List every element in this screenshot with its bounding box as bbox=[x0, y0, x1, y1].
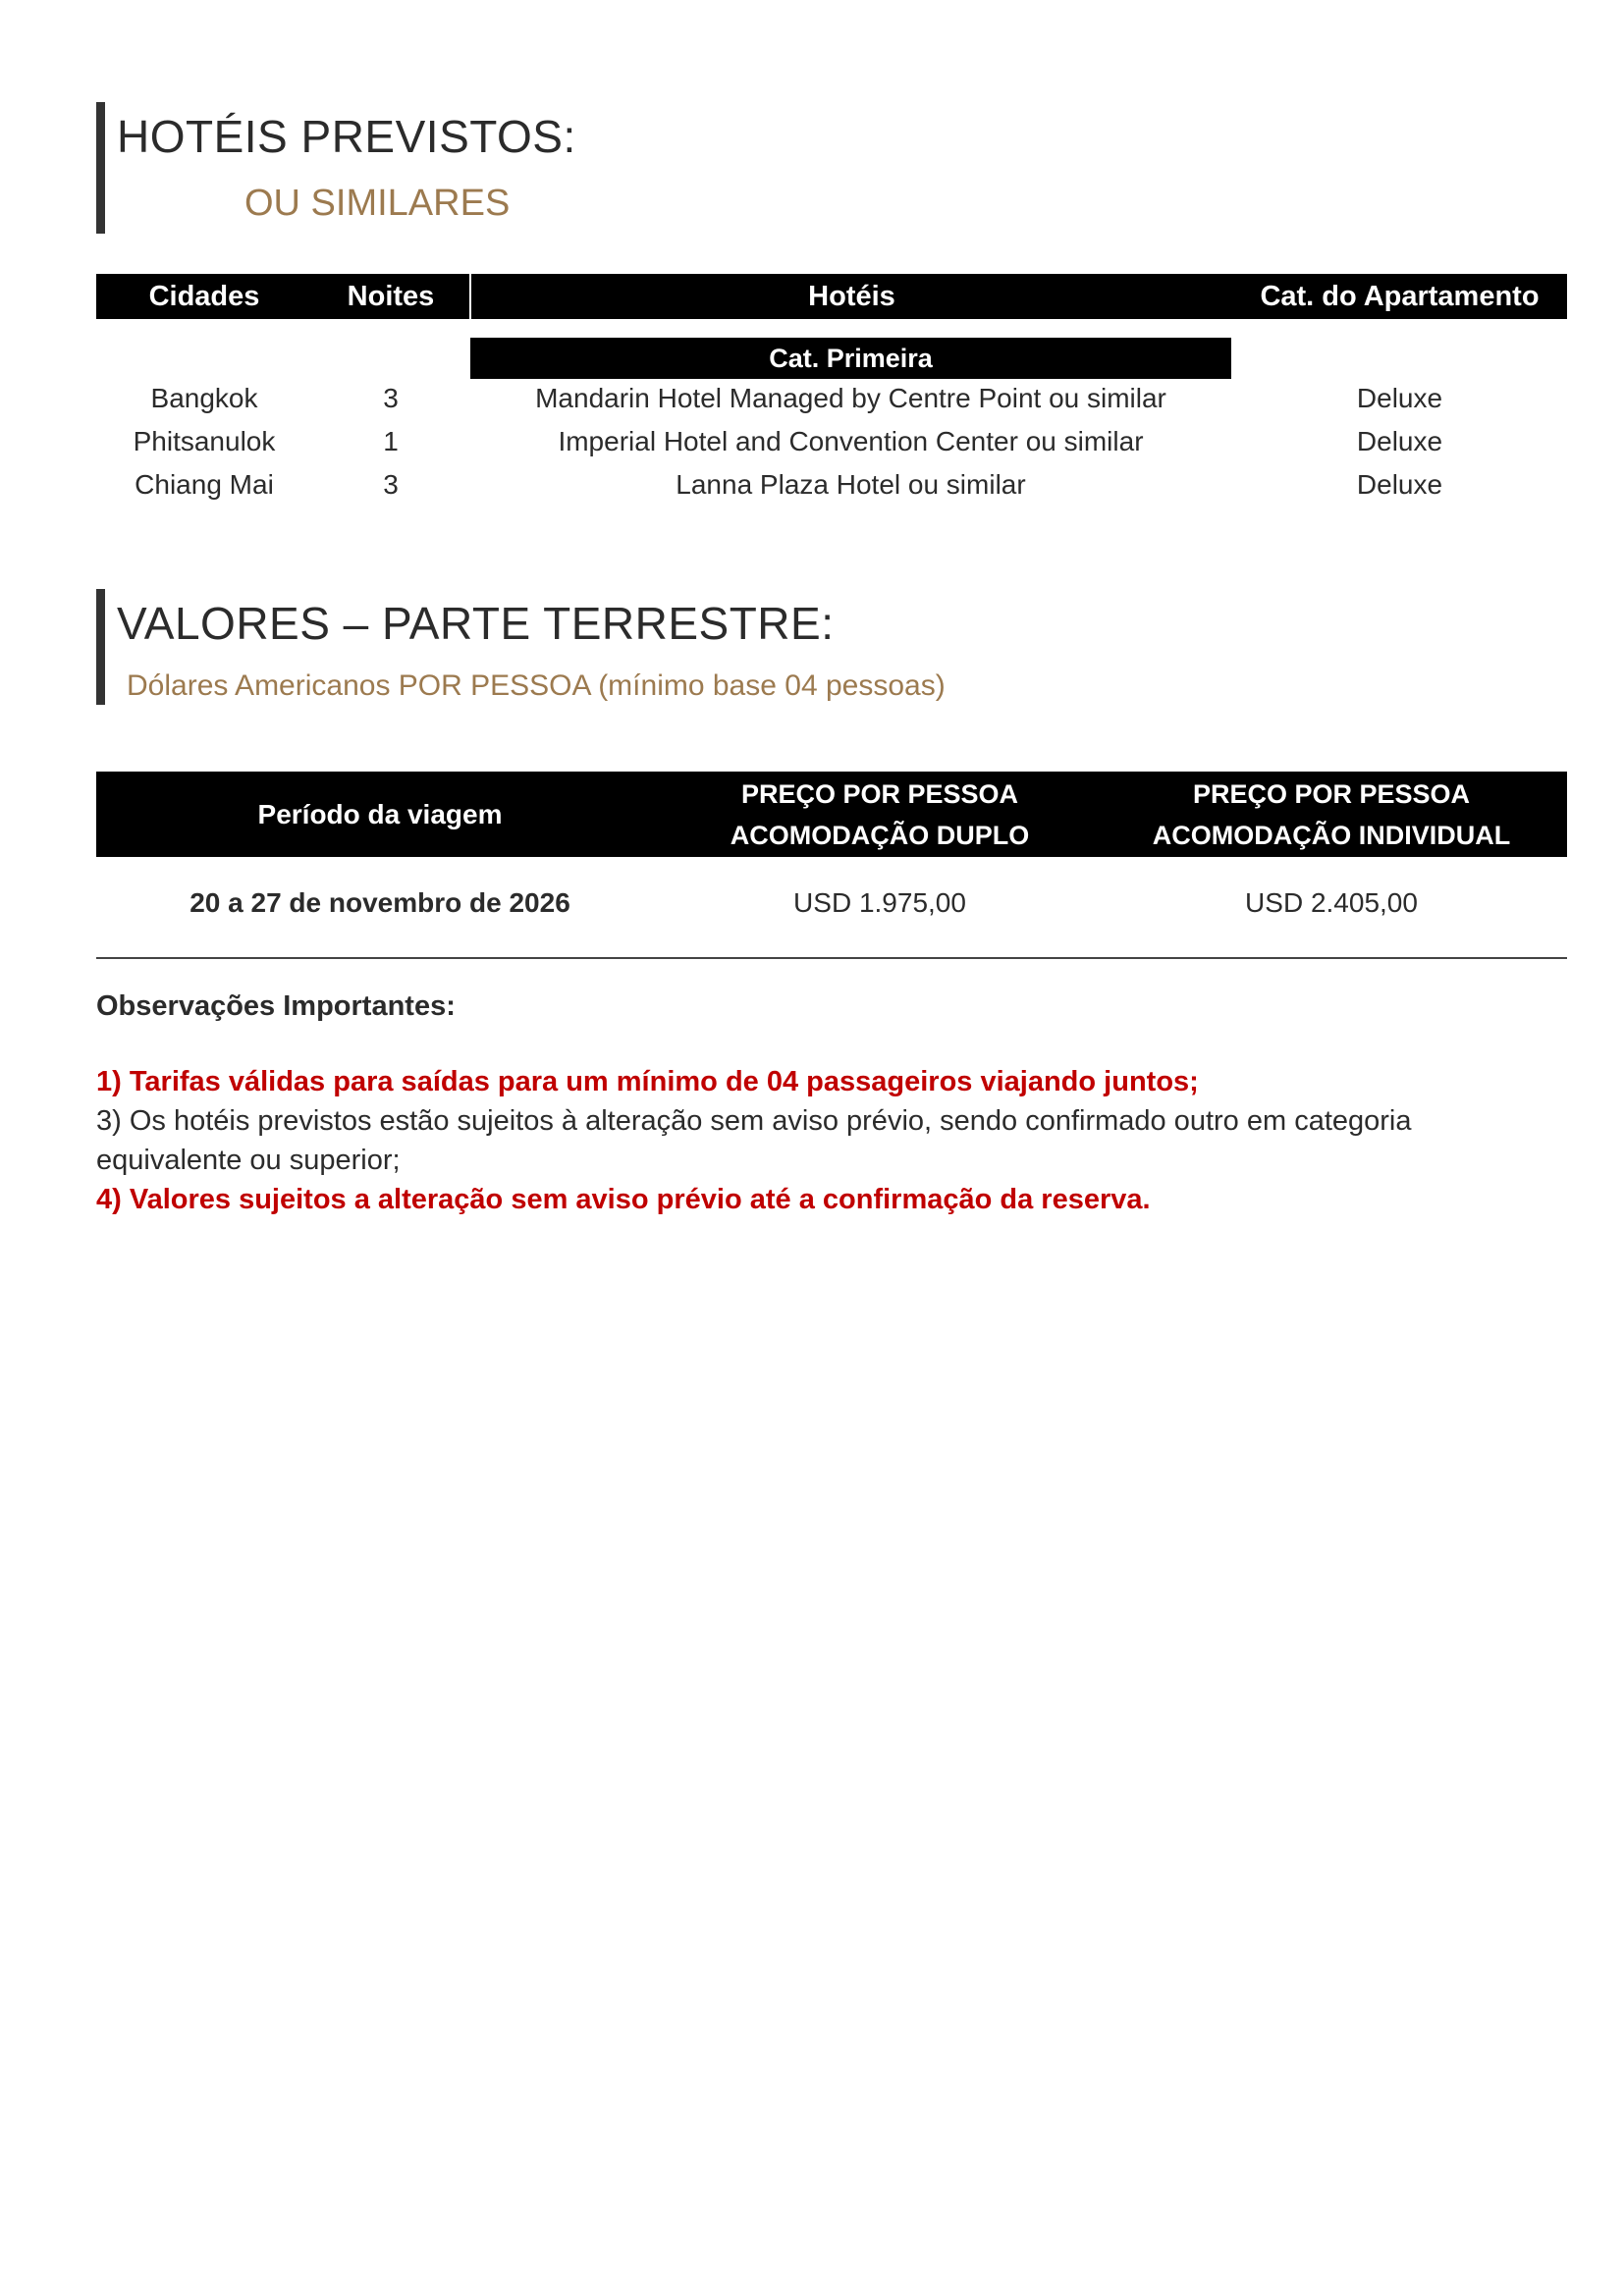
room-cell: Deluxe bbox=[1356, 383, 1443, 413]
observations bbox=[96, 987, 1549, 1219]
nights-cell: 1 bbox=[383, 426, 399, 456]
observation-item: 4) Valores sujeitos a alteração sem aviso prévio até a confirmação da reserva. bbox=[96, 1184, 1151, 1215]
hotel-cell: Imperial Hotel and Convention Center ou similar bbox=[558, 426, 1144, 456]
header-price-double-line2: ACOMODAÇÃO DUPLO bbox=[730, 820, 1030, 850]
observation-item: 3) Os hotéis previstos estão sujeitos à alteração sem aviso prévio, sendo confirmado outro em categoria equivalente ou superior; bbox=[96, 1105, 1412, 1176]
category-label: Cat. Primeira bbox=[470, 338, 1231, 379]
hotels-section-subtitle: OU SIMILARES bbox=[244, 183, 511, 224]
values-section-header bbox=[96, 589, 946, 705]
header-period: Período da viagem bbox=[96, 772, 664, 857]
header-cities: Cidades bbox=[96, 274, 312, 319]
room-cell: Deluxe bbox=[1356, 469, 1443, 500]
observation-item: 1) Tarifas válidas para saídas para um mínimo de 04 passageiros viajando juntos; bbox=[96, 1066, 1199, 1097]
header-room-category: Cat. do Apartamento bbox=[1232, 274, 1567, 319]
header-price-double-line1: PREÇO POR PESSOA bbox=[740, 778, 1019, 809]
price-single-cell: USD 2.405,00 bbox=[1245, 887, 1418, 918]
header-nights: Noites bbox=[312, 274, 469, 319]
city-cell: Phitsanulok bbox=[133, 426, 276, 456]
nights-cell: 3 bbox=[383, 383, 399, 413]
period-cell: 20 a 27 de novembro de 2026 bbox=[189, 887, 570, 918]
hotels-section-header bbox=[96, 102, 576, 234]
values-section-title: VALORES – PARTE TERRESTRE: bbox=[117, 598, 835, 649]
header-price-single bbox=[1096, 772, 1567, 857]
header-price-single-line2: ACOMODAÇÃO INDIVIDUAL bbox=[1152, 820, 1511, 850]
nights-cell: 3 bbox=[383, 469, 399, 500]
header-price-single-line1: PREÇO POR PESSOA bbox=[1192, 778, 1471, 809]
header-hotels: Hotéis bbox=[469, 274, 1234, 319]
price-double-cell: USD 1.975,00 bbox=[793, 887, 966, 918]
observations-title: Observações Importantes: bbox=[96, 990, 456, 1022]
header-price-double bbox=[664, 772, 1096, 857]
city-cell: Chiang Mai bbox=[135, 469, 274, 500]
hotel-cell: Mandarin Hotel Managed by Centre Point ou similar bbox=[535, 383, 1166, 413]
hotel-cell: Lanna Plaza Hotel ou similar bbox=[676, 469, 1026, 500]
hotels-section-title: HOTÉIS PREVISTOS: bbox=[117, 111, 576, 162]
room-cell: Deluxe bbox=[1356, 426, 1443, 456]
city-cell: Bangkok bbox=[150, 383, 258, 413]
table-bottom-divider bbox=[96, 957, 1567, 959]
values-section-subtitle: Dólares Americanos POR PESSOA (mínimo base 04 pessoas) bbox=[127, 669, 946, 702]
